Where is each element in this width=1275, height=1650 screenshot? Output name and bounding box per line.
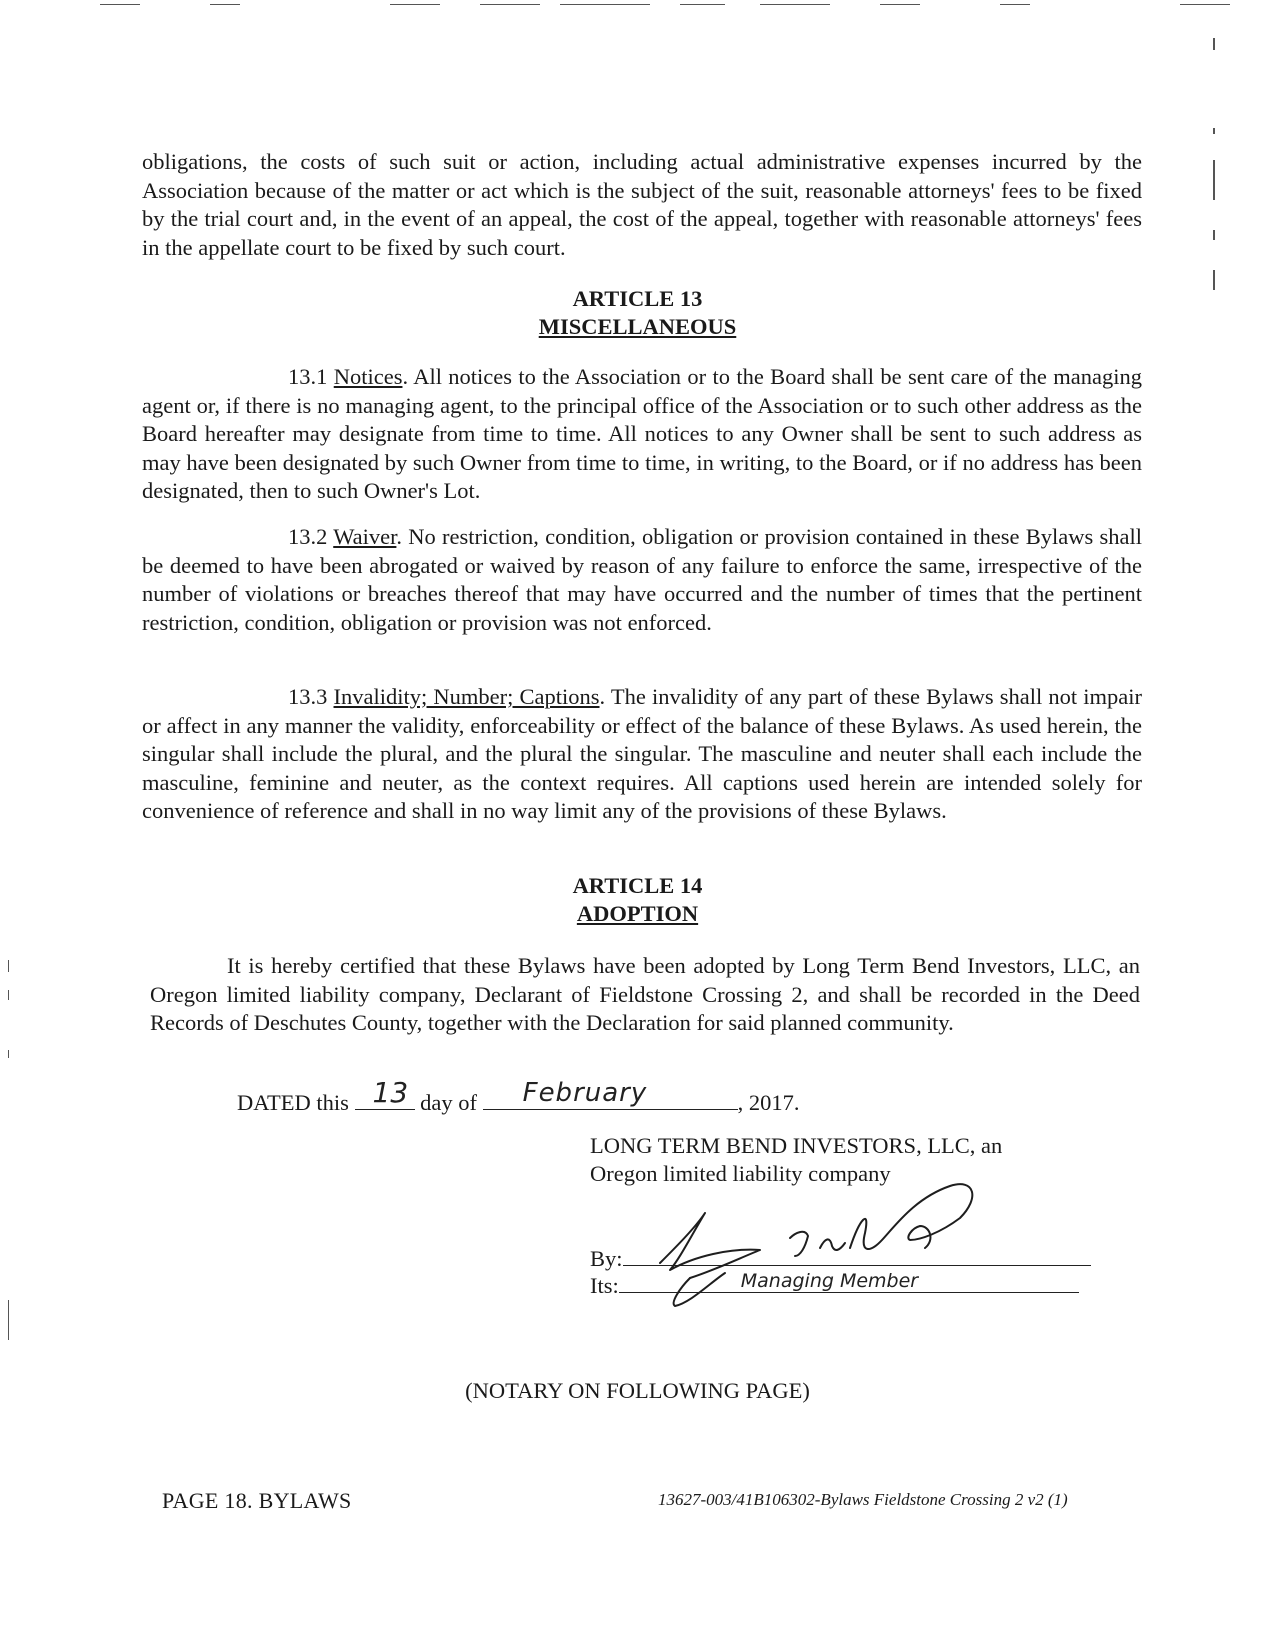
its-handwritten: Managing Member [740, 1270, 919, 1292]
signature-scribble [620, 1178, 990, 1308]
article-14-text [150, 952, 1140, 1038]
document-reference: 13627-003/41B106302-Bylaws Fieldstone Crossing 2 v2 (1) [658, 1490, 1068, 1509]
section-13-2-caption: Waiver [333, 524, 397, 549]
day-handwritten: 13 [372, 1076, 409, 1109]
article-13-number: ARTICLE 13 [572, 286, 703, 311]
article-14-body: It is hereby certified that these Bylaws have been adopted by Long Term Bend Investors, LLC, an Oregon limited liability company, Declarant of Fieldstone Crossing 2, and shall be recorded in the Deed Records of Deschutes County, together with the Declaration for said planned community. [150, 953, 1140, 1035]
section-13-3-caption: Invalidity; Number; Captions [333, 684, 600, 709]
notary-note: (NOTARY ON FOLLOWING PAGE) [465, 1378, 810, 1403]
company-description: Oregon limited liability company [590, 1161, 891, 1186]
section-13-2 [142, 523, 1142, 637]
month-blank [483, 1078, 738, 1110]
section-13-1-caption: Notices [333, 364, 403, 389]
article-14-number: ARTICLE 14 [572, 873, 703, 898]
section-13-2-text: . No restriction, condition, obligation or provision contained in these Bylaws shall be deemed to have been abrogated or waived by reason of any failure to enforce the same, irrespective of the number of violations or breaches thereof that may have occurred and the number of times that the pertinent restriction, condition, obligation or provision was not enforced. [142, 524, 1142, 635]
dated-middle: day of [420, 1090, 477, 1115]
by-label: By: [590, 1246, 623, 1271]
section-13-3-number: 13.3 [288, 684, 328, 709]
section-13-2-number: 13.2 [288, 524, 328, 549]
article-13-title: MISCELLANEOUS [538, 314, 737, 339]
article-14-title: ADOPTION [576, 901, 699, 926]
month-handwritten: February [522, 1078, 648, 1108]
article-13-heading [0, 285, 1275, 341]
company-name: LONG TERM BEND INVESTORS, LLC, an [590, 1133, 1003, 1158]
section-13-3-text: . The invalidity of any part of these Bylaws shall not impair or affect in any manner the validity, enforceability or effect of the balance of these Bylaws. As used herein, the singular shall include the plural, and the plural the singular. The masculine and neuter shall each include the masculine, feminine and neuter, as the context requires. All captions used herein are intended solely for convenience of reference and shall in no way limit any of the provisions of these Bylaws. [142, 684, 1143, 823]
section-13-1 [142, 363, 1142, 506]
day-blank [355, 1076, 415, 1110]
its-label: Its: [590, 1273, 619, 1298]
section-13-1-number: 13.1 [288, 364, 328, 389]
page-footer-label: PAGE 18. BYLAWS [162, 1488, 352, 1513]
section-13-1-text: . All notices to the Association or to the Board shall be sent care of the managing agent or, if there is no managing agent, to the principal office of the Association or to such other address as the Board hereafter may designate from time to time. All notices to any Owner shall be sent to such address as may have been designated by such Owner from time to time, in writing, to the Board, or if no address has been designated, then to such Owner's Lot. [142, 364, 1142, 503]
paragraph-continued: obligations, the costs of such suit or action, including actual administrative expenses incurred by the Association because of the matter or act which is the subject of the suit, reasonable attorneys' fees to be fixed by the trial court and, in the event of an appeal, the cost of the appeal, together with reasonable attorneys' fees in the appellate court to be fixed by such court. [142, 149, 1142, 260]
dated-prefix: DATED this [237, 1090, 349, 1115]
section-13-3 [142, 683, 1142, 826]
article-14-heading [0, 872, 1275, 928]
dated-line [237, 1076, 800, 1117]
dated-suffix: , 2017. [737, 1090, 800, 1115]
